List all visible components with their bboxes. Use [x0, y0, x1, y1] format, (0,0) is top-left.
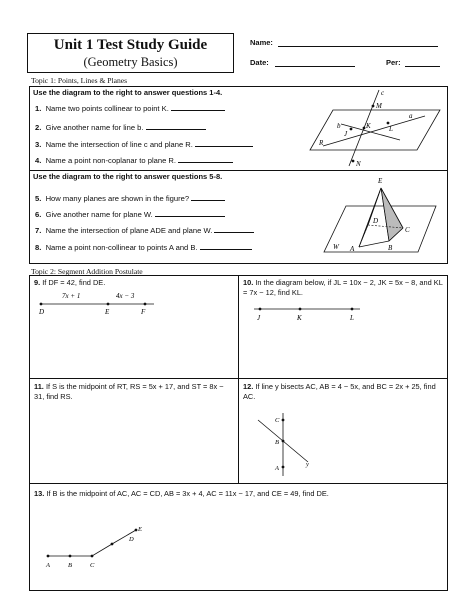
q13-label: A	[46, 562, 50, 569]
question-10-text: In the diagram below, if JL = 10x − 2, JK = 5x − 8, and KL = 7x − 12, find KL.	[243, 278, 443, 297]
answer-5[interactable]	[191, 193, 225, 201]
question-9: 9. If DF = 42, find DE.	[34, 278, 106, 287]
line-a	[323, 116, 425, 146]
question-10: 10. In the diagram below, if JL = 10x − 2, JK = 5x − 8, and KL = 7x − 12, find KL.	[243, 278, 443, 297]
grid-divider-1	[29, 378, 448, 379]
q10-label: L	[350, 314, 354, 322]
period-label: Per:	[386, 58, 401, 67]
question-7: 7. Name the intersection of plane ADE and plane W.	[35, 225, 254, 235]
question-6-text: Give another name for plane W.	[45, 210, 153, 219]
q12-label: C	[275, 417, 280, 424]
question-8-text: Name a point non-collinear to points A and B.	[45, 243, 198, 252]
question-6: 6. Give another name for plane W.	[35, 209, 225, 219]
answer-2[interactable]	[146, 122, 206, 130]
instructions-1-4: Use the diagram to the right to answer questions 1-4.	[33, 88, 223, 97]
q9-label: 4x − 3	[116, 292, 135, 300]
q13-label: C	[90, 562, 95, 569]
answer-4[interactable]	[178, 155, 233, 163]
question-2: 2. Give another name for line b.	[35, 122, 206, 132]
fig2-label: A	[350, 245, 355, 253]
question-9-text: If DF = 42, find DE.	[42, 278, 106, 287]
fig1-label: R	[319, 139, 324, 147]
q10-label: K	[297, 314, 302, 322]
q9-label: 7x + 1	[62, 292, 81, 300]
grid-vertical-divider	[238, 275, 239, 483]
answer-8[interactable]	[200, 242, 252, 250]
question-5-text: How many planes are shown in the figure?	[45, 194, 190, 203]
fig1-label: b	[337, 122, 341, 130]
page-title: Unit 1 Test Study Guide	[53, 37, 208, 53]
fig2-label: D	[373, 217, 379, 225]
question-1: 1. Name two points collinear to point K.	[35, 103, 225, 113]
instructions-5-8: Use the diagram to the right to answer questions 5-8.	[33, 172, 223, 181]
point-k	[363, 127, 366, 130]
plane-w-shape	[324, 206, 436, 252]
fig2-label: C	[405, 226, 410, 234]
fig1-label: M	[376, 102, 382, 110]
question-12: 12. If line y bisects AC, AB = 4 − 5x, and BC = 2x + 25, find AC.	[243, 382, 436, 401]
point-j	[350, 128, 353, 131]
question-3-text: Name the intersection of line c and plane R.	[45, 140, 193, 149]
question-4-text: Name a point non-coplanar to plane R.	[45, 156, 177, 165]
fig1-label: L	[389, 125, 393, 133]
question-1-text: Name two points collinear to point K.	[45, 104, 169, 113]
period-field[interactable]	[405, 58, 440, 67]
figure-plane-r	[305, 88, 445, 168]
grid-divider-2	[29, 483, 448, 484]
question-5: 5. How many planes are shown in the figure?	[35, 193, 225, 203]
q9-label: D	[39, 308, 45, 316]
q13-label: B	[68, 562, 72, 569]
q12-label: A	[275, 465, 279, 472]
question-11-text: If S is the midpoint of RT, RS = 5x + 17, and ST = 8x − 31, find RS.	[34, 382, 224, 401]
topic2-heading: Topic 2: Segment Addition Postulate	[31, 267, 143, 276]
title-box	[27, 33, 234, 73]
point-l	[387, 122, 390, 125]
figure-q13	[40, 520, 160, 575]
fig2-label: E	[378, 177, 383, 185]
q9-label: F	[141, 308, 146, 316]
question-13: 13. If B is the midpoint of AC, AC = CD, AB = 3x + 4, AC = 11x − 17, and CE = 49, find DE.	[34, 489, 329, 498]
answer-1[interactable]	[171, 103, 225, 111]
figure-q10	[252, 302, 372, 324]
name-label: Name:	[250, 38, 273, 47]
fig2-label: W	[333, 243, 339, 251]
question-13-text: If B is the midpoint of AC, AC = CD, AB = 3x + 4, AC = 11x − 17, and CE = 49, find DE.	[46, 489, 329, 498]
question-12-text: If line y bisects AC, AB = 4 − 5x, and BC = 2x + 25, find AC.	[243, 382, 436, 401]
question-11: 11. If S is the midpoint of RT, RS = 5x + 17, and ST = 8x − 31, find RS.	[34, 382, 224, 401]
question-7-text: Name the intersection of plane ADE and plane W.	[45, 226, 213, 235]
figure-q12	[250, 410, 330, 480]
question-3: 3. Name the intersection of line c and plane R.	[35, 139, 253, 149]
figure-plane-w	[318, 172, 444, 262]
fig2-label: B	[388, 244, 393, 252]
answer-6[interactable]	[155, 209, 225, 217]
point-n	[352, 160, 355, 163]
q9-label: E	[105, 308, 110, 316]
q13-label: E	[138, 526, 142, 533]
fig1-label: c	[381, 89, 385, 97]
fig1-label: K	[366, 122, 371, 130]
point-m	[372, 105, 375, 108]
question-8: 8. Name a point non-collinear to points A and B.	[35, 242, 252, 252]
divider	[29, 170, 448, 171]
q12-label: B	[275, 439, 279, 446]
q13-label: D	[129, 536, 134, 543]
figure-q9	[38, 288, 158, 318]
question-2-text: Give another name for line b.	[45, 123, 144, 132]
date-label: Date:	[250, 58, 269, 67]
date-field[interactable]	[275, 58, 355, 67]
fig1-label: N	[356, 160, 361, 168]
fig1-label: a	[409, 112, 413, 120]
q12-label: y	[306, 461, 309, 468]
answer-3[interactable]	[195, 139, 253, 147]
face-ebc	[381, 188, 403, 241]
page-subtitle: (Geometry Basics)	[83, 55, 178, 69]
edge-ab	[359, 241, 389, 247]
name-field[interactable]	[278, 38, 438, 47]
q10-label: J	[257, 314, 261, 322]
topic1-heading: Topic 1: Points, Lines & Planes	[31, 76, 128, 85]
fig1-label: J	[344, 130, 348, 138]
answer-7[interactable]	[214, 225, 254, 233]
question-4: 4. Name a point non-coplanar to plane R.	[35, 155, 233, 165]
